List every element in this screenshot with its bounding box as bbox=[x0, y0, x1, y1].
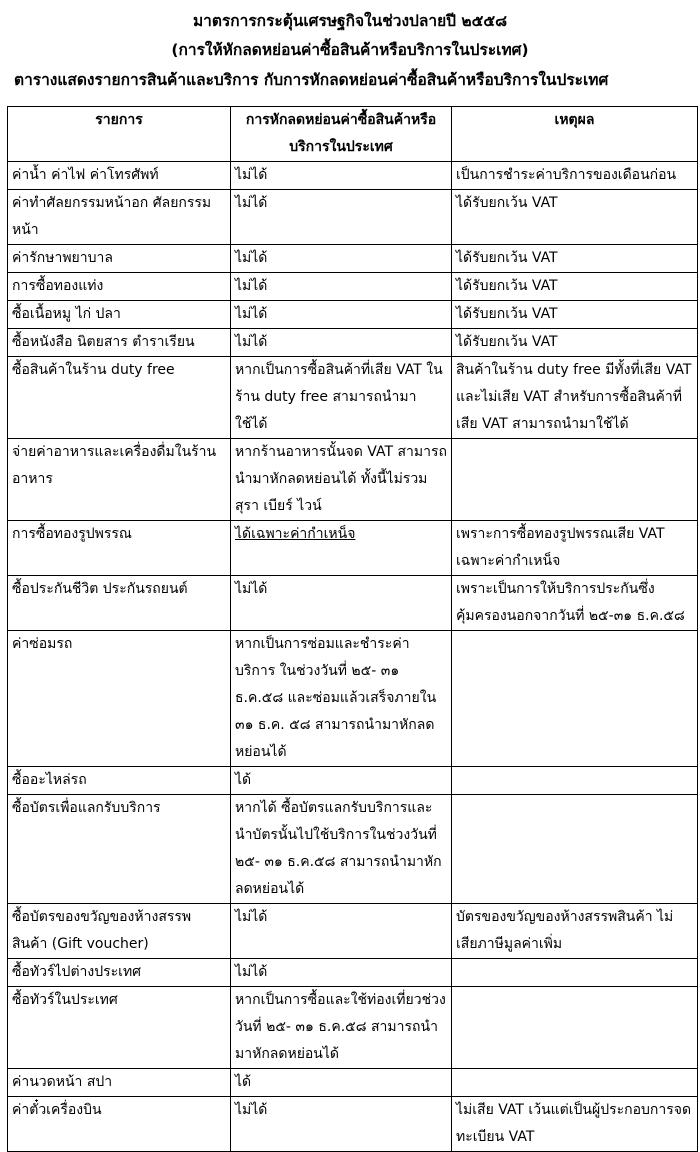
cell-deduction: ไม่ได้ bbox=[231, 576, 452, 631]
table-row bbox=[8, 987, 698, 1069]
cell-reason bbox=[452, 959, 698, 987]
cell-deduction: หากเป็นการซื้อและใช้ท่องเที่ยวช่วงวันที่ ๒๕- ๓๑ ธ.ค.๕๘ สามารถนำมาหักลดหย่อนได้ bbox=[231, 987, 452, 1069]
table-row bbox=[8, 904, 698, 959]
table-title: ตารางแสดงรายการสินค้าและบริการ กับการหักลดหย่อนค่าซื้อสินค้าหรือบริการในประเทศ bbox=[14, 71, 609, 89]
table-row bbox=[8, 767, 698, 795]
table-row bbox=[8, 521, 698, 576]
cell-item: ซื้อประกันชีวิต ประกันรถยนต์ bbox=[8, 576, 231, 631]
cell-deduction: หากเป็นการซื้อสินค้าที่เสีย VAT ในร้าน duty free สามารถนำมาใช้ได้ bbox=[231, 357, 452, 439]
column-header-deduction: การหักลดหย่อนค่าซื้อสินค้าหรือบริการในประเทศ bbox=[231, 107, 452, 162]
cell-item: ค่านวดหน้า สปา bbox=[8, 1069, 231, 1097]
cell-reason bbox=[452, 439, 698, 521]
page-subtitle: (การให้หักลดหย่อนค่าซื้อสินค้าหรือบริการในประเทศ) bbox=[171, 41, 529, 59]
cell-item: ซื้อทัวร์ไปต่างประเทศ bbox=[8, 959, 231, 987]
cell-reason bbox=[452, 767, 698, 795]
cell-deduction: ไม่ได้ bbox=[231, 245, 452, 273]
cell-deduction: ได้เฉพาะค่ากำเหน็จ bbox=[231, 521, 452, 576]
cell-reason: บัตรของขวัญของห้างสรรพสินค้า ไม่เสียภาษีมูลค่าเพิ่ม bbox=[452, 904, 698, 959]
cell-reason: ได้รับยกเว้น VAT bbox=[452, 329, 698, 357]
cell-item: การซื้อทองแท่ง bbox=[8, 273, 231, 301]
cell-item: ซื้ออะไหล่รถ bbox=[8, 767, 231, 795]
cell-reason: ไม่เสีย VAT เว้นแต่เป็นผู้ประกอบการจดทะเบียน VAT bbox=[452, 1097, 698, 1152]
cell-reason: ได้รับยกเว้น VAT bbox=[452, 245, 698, 273]
table-row bbox=[8, 245, 698, 273]
cell-item: ซื้อหนังสือ นิตยสาร ตำราเรียน bbox=[8, 329, 231, 357]
cell-reason bbox=[452, 631, 698, 767]
cell-deduction: ไม่ได้ bbox=[231, 904, 452, 959]
table-row bbox=[8, 1097, 698, 1152]
cell-deduction: หากเป็นการซ่อมและชำระค่าบริการ ในช่วงวันที่ ๒๕- ๓๑ ธ.ค.๕๘ และซ่อมแล้วเสร็จภายใน ๓๑ ธ.ค. ๕๘ สามารถนำมาหักลดหย่อนได้ bbox=[231, 631, 452, 767]
cell-reason: เพราะการซื้อทองรูปพรรณเสีย VAT เฉพาะค่ากำเหน็จ bbox=[452, 521, 698, 576]
cell-reason bbox=[452, 987, 698, 1069]
cell-reason: เป็นการชำระค่าบริการของเดือนก่อน bbox=[452, 162, 698, 190]
cell-reason bbox=[452, 1069, 698, 1097]
table-row bbox=[8, 1069, 698, 1097]
cell-deduction: ไม่ได้ bbox=[231, 959, 452, 987]
cell-item: การซื้อทองรูปพรรณ bbox=[8, 521, 231, 576]
column-header-item: รายการ bbox=[8, 107, 231, 162]
table-row bbox=[8, 162, 698, 190]
table-row bbox=[8, 190, 698, 245]
deduction-table bbox=[7, 106, 698, 1152]
table-row bbox=[8, 576, 698, 631]
cell-reason: ได้รับยกเว้น VAT bbox=[452, 190, 698, 245]
cell-reason: ได้รับยกเว้น VAT bbox=[452, 273, 698, 301]
cell-deduction: ไม่ได้ bbox=[231, 301, 452, 329]
cell-item: ค่าตั๋วเครื่องบิน bbox=[8, 1097, 231, 1152]
table-header-row bbox=[8, 107, 698, 162]
page-title: มาตรการกระตุ้นเศรษฐกิจในช่วงปลายปี ๒๕๕๘ bbox=[192, 12, 508, 30]
cell-item: ค่ารักษาพยาบาล bbox=[8, 245, 231, 273]
table-row bbox=[8, 795, 698, 904]
table-row bbox=[8, 273, 698, 301]
table-row bbox=[8, 631, 698, 767]
cell-item: ซื้อบัตรเพื่อแลกรับบริการ bbox=[8, 795, 231, 904]
cell-item: ซื้อสินค้าในร้าน duty free bbox=[8, 357, 231, 439]
table-row bbox=[8, 959, 698, 987]
cell-reason: ได้รับยกเว้น VAT bbox=[452, 301, 698, 329]
cell-deduction: ไม่ได้ bbox=[231, 273, 452, 301]
cell-deduction: ไม่ได้ bbox=[231, 329, 452, 357]
cell-item: ค่าน้ำ ค่าไฟ ค่าโทรศัพท์ bbox=[8, 162, 231, 190]
cell-reason bbox=[452, 795, 698, 904]
cell-deduction: ไม่ได้ bbox=[231, 1097, 452, 1152]
table-row bbox=[8, 301, 698, 329]
table-row bbox=[8, 357, 698, 439]
column-header-reason: เหตุผล bbox=[452, 107, 698, 162]
cell-deduction: ได้ bbox=[231, 1069, 452, 1097]
cell-item: ค่าซ่อมรถ bbox=[8, 631, 231, 767]
cell-reason: เพราะเป็นการให้บริการประกันซึ่งคุ้มครองนอกจากวันที่ ๒๕-๓๑ ธ.ค.๕๘ bbox=[452, 576, 698, 631]
cell-item: จ่ายค่าอาหารและเครื่องดื่มในร้านอาหาร bbox=[8, 439, 231, 521]
cell-deduction: ได้ bbox=[231, 767, 452, 795]
table-row bbox=[8, 439, 698, 521]
cell-deduction: ไม่ได้ bbox=[231, 190, 452, 245]
cell-item: ค่าทำศัลยกรรมหน้าอก ศัลยกรรมหน้า bbox=[8, 190, 231, 245]
cell-item: ซื้อบัตรของขวัญของห้างสรรพสินค้า (Gift voucher) bbox=[8, 904, 231, 959]
cell-deduction: ไม่ได้ bbox=[231, 162, 452, 190]
table-row bbox=[8, 329, 698, 357]
cell-deduction: หากได้ ซื้อบัตรแลกรับบริการและนำบัตรนั้นไปใช้บริการในช่วงวันที่ ๒๕- ๓๑ ธ.ค.๕๘ สามารถนำมาหักลดหย่อนได้ bbox=[231, 795, 452, 904]
cell-reason: สินค้าในร้าน duty free มีทั้งที่เสีย VAT และไม่เสีย VAT สำหรับการซื้อสินค้าที่เสีย VAT สามารถนำมาใช้ได้ bbox=[452, 357, 698, 439]
cell-item: ซื้อเนื้อหมู ไก่ ปลา bbox=[8, 301, 231, 329]
cell-deduction: หากร้านอาหารนั้นจด VAT สามารถนำมาหักลดหย่อนได้ ทั้งนี้ไม่รวมสุรา เบียร์ ไวน์ bbox=[231, 439, 452, 521]
cell-item: ซื้อทัวร์ในประเทศ bbox=[8, 987, 231, 1069]
